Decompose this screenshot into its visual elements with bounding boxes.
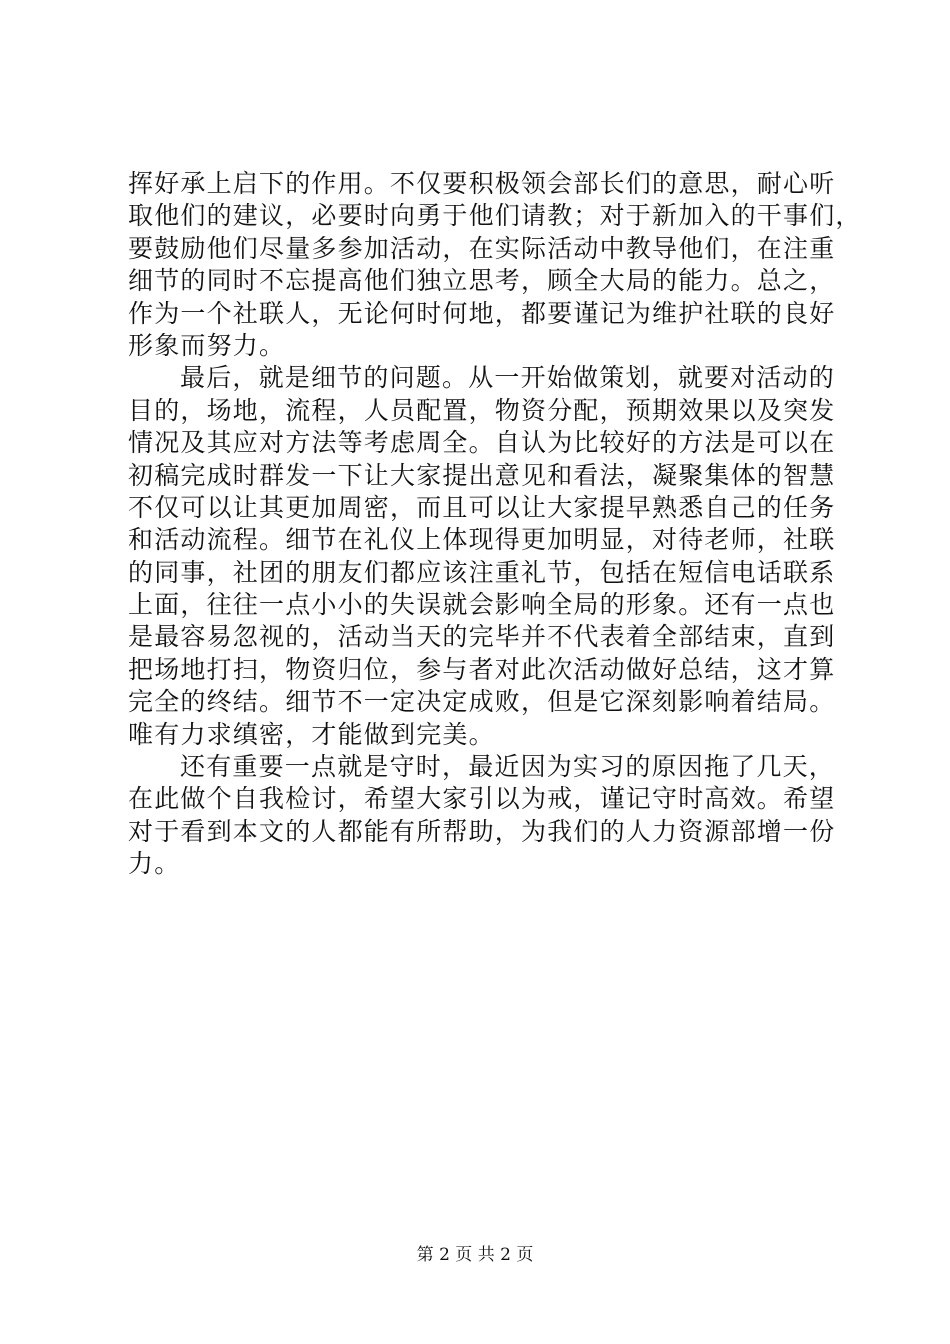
text-line: 目的，场地，流程，人员配置，物资分配，预期效果以及突发 (128, 395, 836, 425)
text-line: 不仅可以让其更加周密，而且可以让大家提早熟悉自己的任务 (128, 492, 836, 522)
text-line-indented: 最后，就是细节的问题。从一开始做策划，就要对活动的 (180, 363, 836, 393)
text-line: 把场地打扫，物资归位，参与者对此次活动做好总结，这才算 (128, 654, 836, 684)
text-line: 完全的终结。细节不一定决定成败，但是它深刻影响着结局。 (128, 687, 836, 717)
text-line: 对于看到本文的人都能有所帮助，为我们的人力资源部增一份 (128, 816, 836, 846)
text-line: 要鼓励他们尽量多参加活动，在实际活动中教导他们，在注重 (128, 233, 836, 263)
page-number-footer: 第 2 页 共 2 页 (416, 1245, 534, 1265)
text-line: 是最容易忽视的，活动当天的完毕并不代表着全部结束，直到 (128, 622, 836, 652)
text-line: 作为一个社联人，无论何时何地，都要谨记为维护社联的良好 (128, 298, 836, 328)
text-line: 初稿完成时群发一下让大家提出意见和看法，凝聚集体的智慧 (128, 460, 836, 490)
text-line: 在此做个自我检讨，希望大家引以为戒，谨记守时高效。希望 (128, 784, 836, 814)
text-line: 和活动流程。细节在礼仪上体现得更加明显，对待老师，社联 (128, 525, 836, 555)
text-line: 取他们的建议，必要时向勇于他们请教；对于新加入的干事们， (128, 201, 862, 231)
text-line: 上面，往往一点小小的失误就会影响全局的形象。还有一点也 (128, 590, 836, 620)
text-line: 细节的同时不忘提高他们独立思考，顾全大局的能力。总之， (128, 266, 836, 296)
text-line: 情况及其应对方法等考虑周全。自认为比较好的方法是可以在 (128, 428, 836, 458)
text-line-indented: 还有重要一点就是守时，最近因为实习的原因拖了几天， (180, 752, 836, 782)
text-line: 形象而努力。 (128, 330, 286, 360)
document-body (128, 168, 862, 881)
text-line: 唯有力求缜密，才能做到完美。 (128, 719, 495, 749)
text-line: 力。 (128, 849, 181, 879)
text-line: 的同事，社团的朋友们都应该注重礼节，包括在短信电话联系 (128, 557, 836, 587)
text-line: 挥好承上启下的作用。不仅要积极领会部长们的意思，耐心听 (128, 169, 836, 198)
